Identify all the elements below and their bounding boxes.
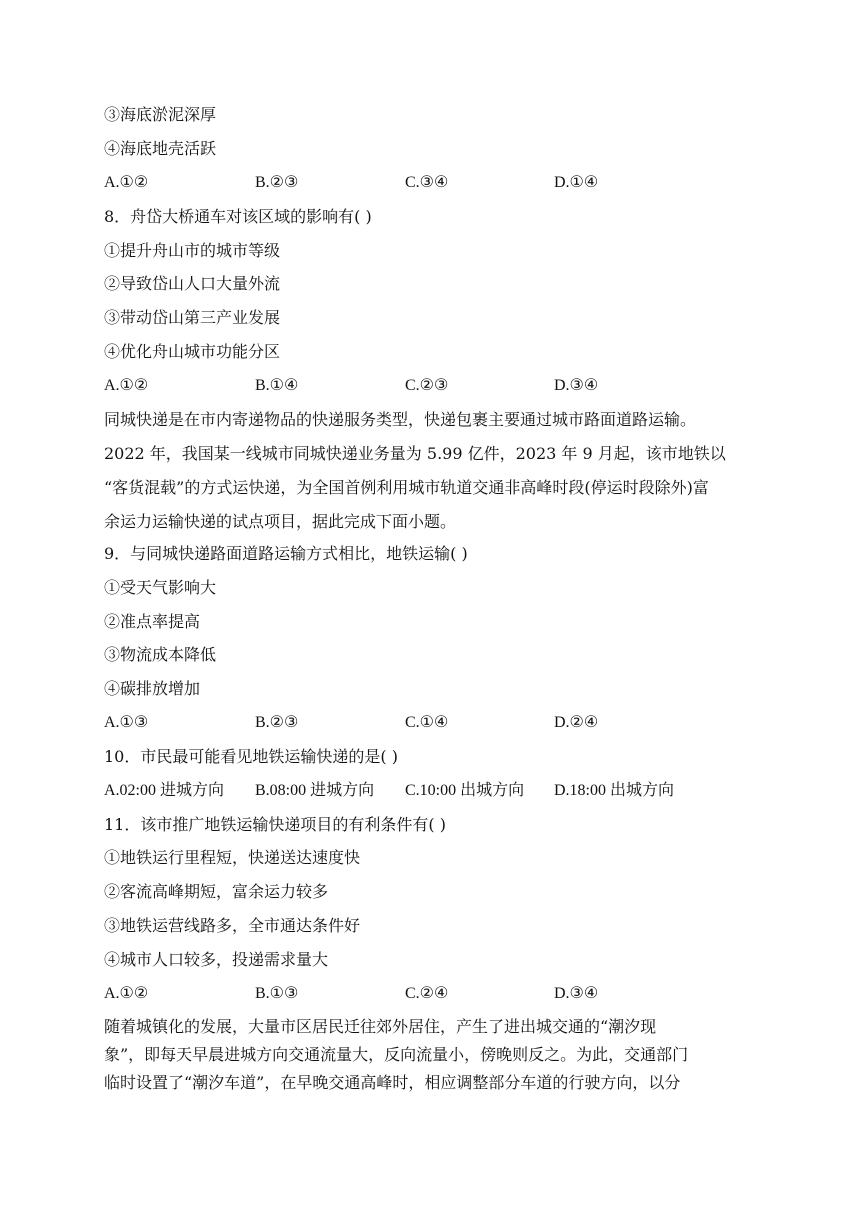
passage1-line-4: 余运力运输快递的试点项目，据此完成下面小题。: [104, 512, 457, 531]
q11-option-a: A.①②: [104, 985, 149, 1002]
q10-option-c: C.10:00 出城方向: [405, 782, 525, 799]
passage1-line-2: 2022 年，我国某一线城市同城快递业务量为 5.99 亿件，2023 年 9 月起，该市地铁以: [104, 444, 726, 463]
q9-option-b: B.②③: [255, 714, 299, 731]
q10-stem: 10．市民最可能看见地铁运输快递的是( ): [104, 747, 398, 766]
q8-option-a: A.①②: [104, 377, 149, 394]
q8-option-d: D.③④: [554, 377, 599, 394]
q9-item-2: ②准点率提高: [104, 612, 201, 631]
q9-stem: 9．与同城快递路面道路运输方式相比，地铁运输( ): [104, 544, 468, 563]
q10-option-b: B.08:00 进城方向: [255, 782, 375, 799]
q9-option-c: C.①④: [405, 714, 449, 731]
q9-item-1: ①受天气影响大: [104, 578, 217, 597]
q8-item-1: ①提升舟山市的城市等级: [104, 241, 281, 260]
q11-item-2: ②客流高峰期短，富余运力较多: [104, 882, 329, 901]
q11-stem: 11．该市推广地铁运输快递项目的有利条件有( ): [104, 815, 446, 834]
q7-option-c: C.③④: [405, 174, 449, 191]
q7-item-4: ④海底地壳活跃: [104, 139, 217, 158]
passage1-line-1: 同城快递是在市内寄递物品的快递服务类型，快递包裹主要通过城市路面道路运输。: [104, 410, 697, 429]
q8-option-c: C.②③: [405, 377, 449, 394]
q7-option-b: B.②③: [255, 174, 299, 191]
q8-item-3: ③带动岱山第三产业发展: [104, 308, 281, 327]
q8-item-4: ④优化舟山城市功能分区: [104, 342, 281, 361]
q11-option-b: B.①③: [255, 985, 299, 1002]
passage2-line-3: 临时设置了“潮汐车道”，在早晚交通高峰时，相应调整部分车道的行驶方向，以分: [104, 1073, 681, 1092]
q7-option-d: D.①④: [554, 174, 599, 191]
q9-item-3: ③物流成本降低: [104, 645, 217, 664]
q11-item-4: ④城市人口较多，投递需求量大: [104, 950, 329, 969]
passage2-line-1: 随着城镇化的发展，大量市区居民迁往郊外居住，产生了进出城交通的“潮汐现: [104, 1017, 657, 1036]
q8-item-2: ②导致岱山人口大量外流: [104, 274, 281, 293]
q8-option-b: B.①④: [255, 377, 299, 394]
q11-option-d: D.③④: [554, 985, 599, 1002]
passage-tidal-lane: [104, 1017, 744, 1101]
q11-item-3: ③地铁运营线路多，全市通达条件好: [104, 916, 361, 935]
q11-option-c: C.②④: [405, 985, 449, 1002]
q9-option-d: D.②④: [554, 714, 599, 731]
passage1-line-3: “客货混载”的方式运快递，为全国首例利用城市轨道交通非高峰时段(停运时段除外)富: [104, 478, 709, 497]
q9-option-a: A.①③: [104, 714, 149, 731]
q11-item-1: ①地铁运行里程短，快递送达速度快: [104, 848, 361, 867]
q9-item-4: ④碳排放增加: [104, 679, 201, 698]
q7-item-3: ③海底淤泥深厚: [104, 105, 217, 124]
passage2-line-2: 象”，即每天早晨进城方向交通流量大，反向流量小，傍晚则反之。为此，交通部门: [104, 1045, 689, 1064]
q7-option-a: A.①②: [104, 174, 149, 191]
q10-option-a: A.02:00 进城方向: [104, 782, 225, 799]
passage-express-delivery: [104, 410, 744, 546]
q8-stem: 8．舟岱大桥通车对该区域的影响有( ): [104, 207, 372, 226]
q10-option-d: D.18:00 出城方向: [554, 782, 675, 799]
